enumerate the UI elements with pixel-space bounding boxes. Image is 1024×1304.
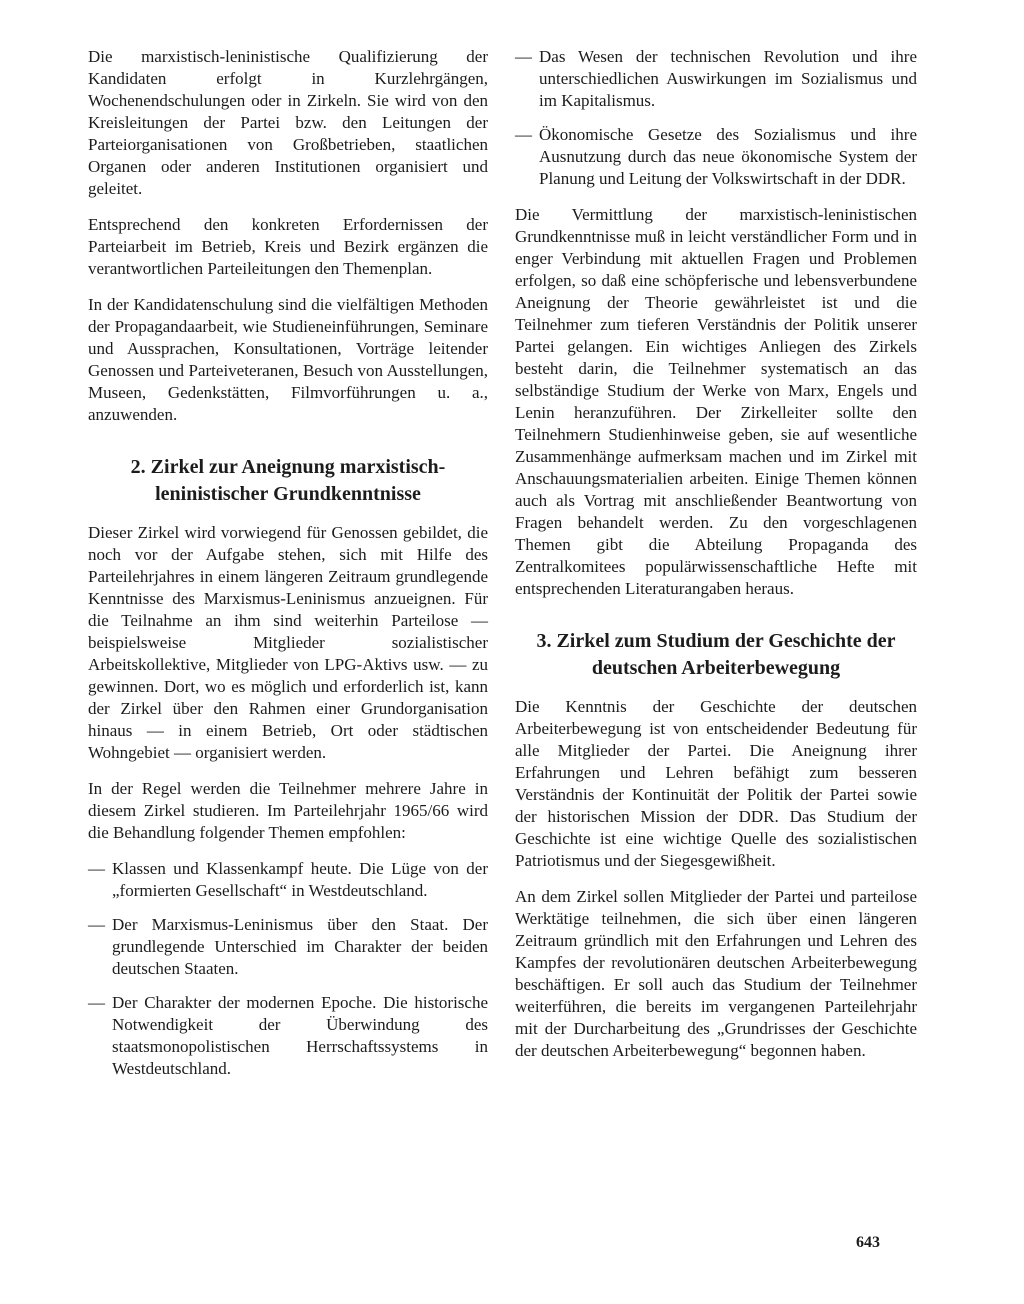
paragraph-teilnehmer: In der Regel werden die Teilnehmer mehrere Jahre in diesem Zirkel studieren. Im Parteilehrjahr 1965/66 wird die Behandlung folgender Themen empfohlen: bbox=[88, 779, 488, 842]
page-number: 643 bbox=[856, 1234, 880, 1251]
paragraph-vermittlung: Die Vermittlung der marxistisch-leninistischen Grundkenntnisse muß in leicht verständlicher Form und in enger Verbindung mit aktuellen Fragen und Problemen erfolgen, so daß eine schöpferische und lebensverbundene Aneignung der Theorie gewährleistet ist und die Teilnehmer zum tieferen Verständnis der Politik unserer Partei gelangen. Ein wichtiges Anliegen des Zirkels besteht darin, die Teilnehmer systematisch an das selbständige Studium der Werke von Marx, Engels und Lenin heranzuführen. Der Zirkelleiter sollte den Teilnehmern Studienhinweise geben, sie auf wesentliche Zusammenhänge aufmerksam machen und im Zirkel mit Anschauungsmaterialien arbeiten. Einige Themen können auch als Vortrag mit anschließender Beantwortung von Fragen behandelt werden. Zu den vorgeschlagenen Themen gibt die Abteilung Propaganda des Zentralkomitees populärwissenschaftliche Hefte mit entsprechenden Literaturangaben heraus. bbox=[515, 205, 917, 598]
topic-list-right bbox=[515, 46, 917, 190]
right-column bbox=[515, 46, 917, 1076]
list-item bbox=[515, 46, 917, 112]
list-item bbox=[88, 858, 488, 902]
list-item bbox=[88, 914, 488, 980]
topic-list-left bbox=[88, 858, 488, 1080]
paragraph-zirkel-intro: Dieser Zirkel wird vorwiegend für Genossen gebildet, die noch vor der Aufgabe stehen, sich mit Hilfe des Parteilehrjahres in einem längeren Zeitraum grundlegende Kenntnisse des Marxismus-Leninismus anzueignen. Für die Teilnahme an ihm sind weiterhin Parteilose — beispielsweise Mitglieder sozialistischer Arbeitskollektive, Mitglieder von LPG-Aktivs usw. — zu gewinnen. Dort, wo es möglich und erforderlich ist, kann der Zirkel über den Rahmen einer Grundorganisation hinaus — in einem Betrieb, Ort oder städtischen Wohngebiet — organisiert werden. bbox=[88, 523, 488, 762]
list-item-text: Der Charakter der modernen Epoche. Die historische Notwendigkeit der Überwindung des staatsmonopolistischen Herrschaftssystems in Westdeutschland. bbox=[112, 993, 488, 1078]
list-item bbox=[88, 992, 488, 1080]
list-item-text: Der Marxismus-Leninismus über den Staat. Der grundlegende Unterschied im Charakter der beiden deutschen Staaten. bbox=[112, 915, 488, 978]
dash-marker: — bbox=[515, 125, 532, 144]
paragraph-zirkel-teilnehmer: An dem Zirkel sollen Mitglieder der Partei und parteilose Werktätige teilnehmen, die sich über einen längeren Zeitraum gründlich mit den Erfahrungen und Lehren des Kampfes der revolutionären deutschen Arbeiterbewegung beschäftigen. Er soll auch das Studium der Teilnehmer weiterführen, die bereits im vergangenen Parteilehrjahr mit der Durcharbeitung des „Grundrisses der Geschichte der deutschen Arbeiterbewegung“ begonnen haben. bbox=[515, 887, 917, 1060]
section-heading-2: 2. Zirkel zur Aneignung marxistisch-leninistischer Grundkenntnisse bbox=[130, 456, 446, 505]
left-column bbox=[88, 46, 488, 1094]
list-item-text: Ökonomische Gesetze des Sozialismus und ihre Ausnutzung durch das neue ökonomische System der Planung und Leitung der Volkswirtschaft in der DDR. bbox=[539, 125, 917, 188]
paragraph-kenntnis-geschichte: Die Kenntnis der Geschichte der deutschen Arbeiterbewegung ist von entscheidender Bedeutung für alle Mitglieder der Partei. Die Aneignung ihrer Erfahrungen und Lehren befähigt zum besseren Verständnis der Kontinuität der Politik der Partei sowie der historischen Mission der DDR. Das Studium der Geschichte ist eine wichtige Quelle des sozialistischen Patriotismus und der Siegesgewißheit. bbox=[515, 697, 917, 870]
paragraph-kandidatenschulung: In der Kandidatenschulung sind die vielfältigen Methoden der Propagandaarbeit, wie Studieneinführungen, Seminare und Aussprachen, Konsultationen, Vorträge leitender Genossen und Parteiveteranen, Besuch von Ausstellungen, Museen, Gedenkstätten, Filmvorführungen u. a., anzuwenden. bbox=[88, 295, 488, 424]
dash-marker: — bbox=[88, 859, 105, 878]
list-item-text: Klassen und Klassenkampf heute. Die Lüge von der „formierten Gesellschaft“ in Westdeutschland. bbox=[112, 859, 488, 900]
list-item bbox=[515, 124, 917, 190]
paragraph-qualifizierung: Die marxistisch-leninistische Qualifizierung der Kandidaten erfolgt in Kurzlehrgängen, Wochenendschulungen oder in Zirkeln. Sie wird von den Kreisleitungen der Partei bzw. den Leitungen der Parteiorganisationen von Großbetrieben, staatlichen Organen oder anderen Institutionen organisiert und geleitet. bbox=[88, 47, 488, 198]
dash-marker: — bbox=[515, 47, 532, 66]
dash-marker: — bbox=[88, 915, 105, 934]
section-heading-3: 3. Zirkel zum Studium der Geschichte der deutschen Arbeiterbewegung bbox=[536, 630, 896, 679]
paragraph-themenplan: Entsprechend den konkreten Erfordernissen der Parteiarbeit im Betrieb, Kreis und Bezirk ergänzen die verantwortlichen Parteileitungen den Themenplan. bbox=[88, 215, 488, 278]
list-item-text: Das Wesen der technischen Revolution und ihre unterschiedlichen Auswirkungen im Sozialismus und im Kapitalismus. bbox=[539, 47, 917, 110]
dash-marker: — bbox=[88, 993, 105, 1012]
